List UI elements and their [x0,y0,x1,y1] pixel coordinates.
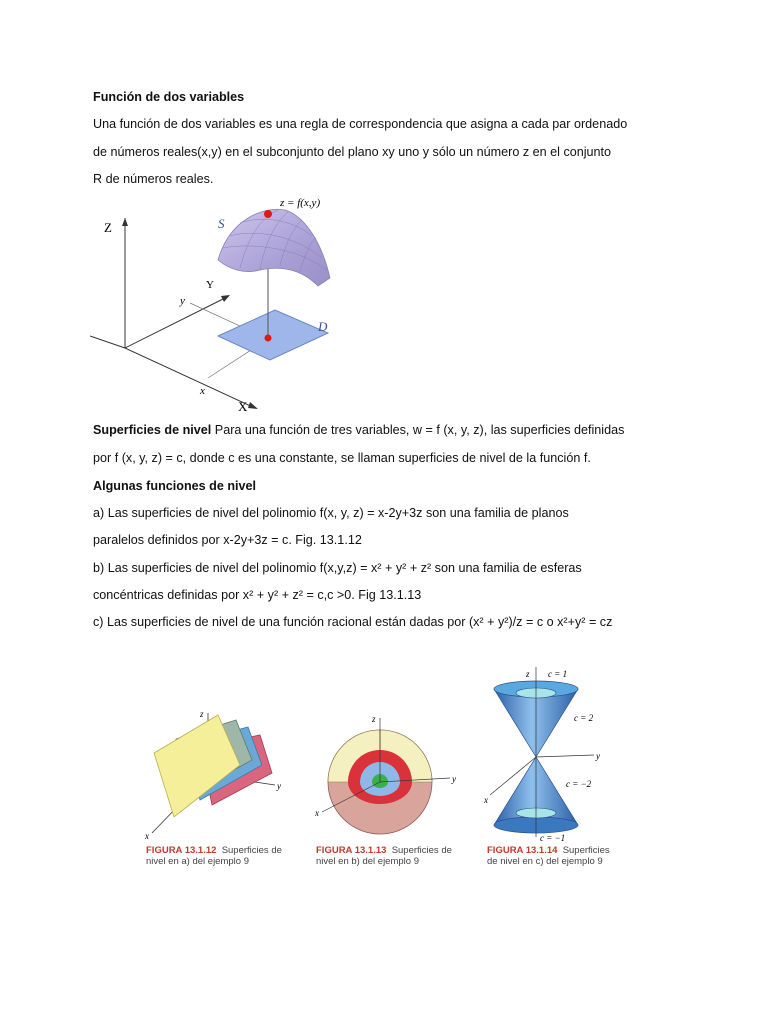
level-surfaces-text-2: por f (x, y, z) = c, donde c es una constante, se llaman superficies de nivel de la función f. [93,451,591,465]
fig14-number: FIGURA 13.1.14 [487,845,558,856]
definition-line-2: de números reales(x,y) en el subconjunto del plano xy uno y sólo un número z en el conjunto [93,145,612,159]
y-axis-label: Y [206,279,214,291]
level-functions-heading: Algunas funciones de nivel [93,479,257,493]
fig12-caption [146,845,282,867]
cone-label-cm2: c = −2 [566,779,592,789]
surface-figure [90,188,350,420]
cones-figure [482,665,617,845]
fig12-x-label: x [145,831,149,841]
fig13-number: FIGURA 13.1.13 [316,845,387,856]
spheres-figure [312,712,462,842]
fig14-z-label: z [526,669,530,679]
fig12-caption-1: Superficies de [221,845,282,856]
surface-label: S [218,216,225,231]
z-axis-label: Z [104,220,112,235]
item-a-line-2: paralelos definidos por x-2y+3z = c. Fig. 13.1.12 [93,533,362,547]
fig14-caption-2: de nivel en c) del ejemplo 9 [487,856,603,867]
fig14-x-label: x [484,795,488,805]
fig14-y-label: y [596,751,600,761]
fig12-z-label: z [200,709,204,719]
item-c-line-1: c) Las superficies de nivel de una función racional están dadas por (x² + y²)/z = c o x²+y² = cz [93,615,613,629]
definition-line-3: R de números reales. [93,172,214,186]
level-surfaces-heading: Superficies de nivel [93,423,212,437]
fig14-caption-1: Superficies [562,845,610,856]
x-axis-label: X [238,399,248,414]
fig13-caption-2: nivel en b) del ejemplo 9 [316,856,419,867]
fig13-caption-1: Superficies de [391,845,452,856]
item-b-line-2: concéntricas definidas por x² + y² + z² = c,c >0. Fig 13.1.13 [93,588,422,602]
cone-label-cm1: c = −1 [540,833,566,843]
cone-label-c2: c = 2 [574,713,594,723]
fig13-z-label: z [372,714,376,724]
x-point-label: x [200,385,205,397]
item-a-line-1: a) Las superficies de nivel del polinomio f(x, y, z) = x-2y+3z son una familia de planos [93,506,569,520]
y-point-label: y [180,295,185,307]
fig13-x-label: x [315,808,319,818]
fig12-number: FIGURA 13.1.12 [146,845,217,856]
planes-figure [140,705,300,845]
fig13-y-label: y [452,774,456,784]
fig12-caption-2: nivel en a) del ejemplo 9 [146,856,249,867]
fig13-caption [316,845,452,867]
function-label: z = f(x,y) [280,197,321,209]
level-surfaces-intro [93,422,624,438]
item-b-line-1: b) Las superficies de nivel del polinomio f(x,y,z) = x² + y² + z² son una familia de esferas [93,561,582,575]
fig12-y-label: y [277,781,281,791]
cone-label-c1: c = 1 [548,669,568,679]
page-title: Función de dos variables [93,90,245,104]
fig14-caption [487,845,610,867]
level-surfaces-text-1: Para una función de tres variables, w = f (x, y, z), las superficies definidas [211,423,625,437]
domain-label: D [318,319,328,334]
definition-line-1: Una función de dos variables es una regla de correspondencia que asigna a cada par ordenado [93,117,628,131]
